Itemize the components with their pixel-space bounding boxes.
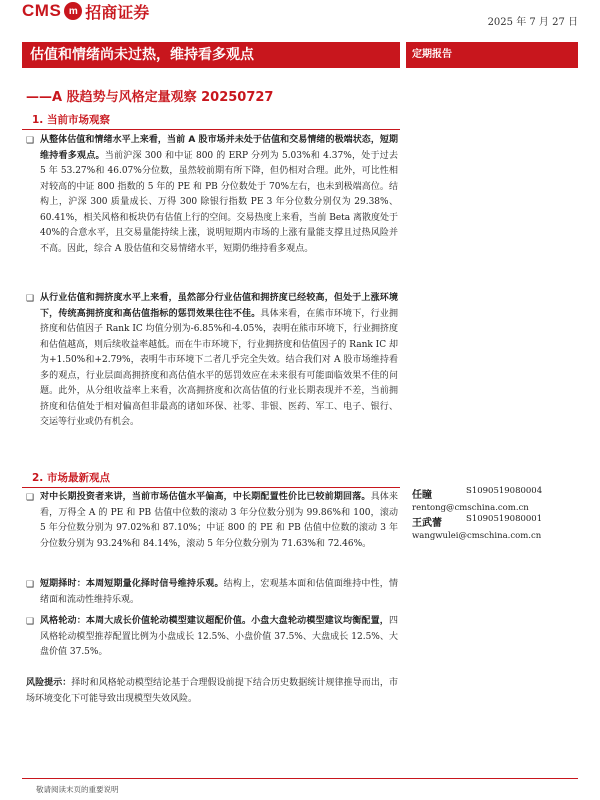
footer-divider [22, 778, 578, 779]
author-name: 王武蕾 [412, 518, 442, 529]
risk-warning [26, 676, 398, 707]
paragraph [26, 577, 398, 608]
report-type-label: 定期报告 [406, 42, 578, 68]
author-email[interactable]: wangwulei@cmschina.com.cn [412, 531, 542, 541]
footer-note: 敬请阅读末页的重要说明 [36, 785, 119, 794]
paragraph [26, 614, 398, 661]
bullet-icon: ❑ [26, 617, 35, 627]
paragraph-text: 具体来看，在熊市环境下，行业拥挤度和估值因子 Rank IC 均值分别为-6.85%和-4.05%，表明在熊市环境下，行业拥挤度和估值越高，则后续收益率越低。而在牛市环境下，行业拥挤度和估值因子的 Rank IC 却为+1.50%和+2.79%，表明牛市环境下二者几乎完全失效。结合我们对 A 股市场维持看多的观点，行业层面高拥挤度和高估值水平的惩罚效应在未来很有可能面临效果不佳的问题。此外，从分组收益率上来看，次高拥挤度和次高估值的行业长期表现并不差，当前拥挤度和估值处于相对偏高但非最高的诸如环保、社零、非银、医药、军工、电子、银行、交运等行业或仍有机会。 [40, 308, 398, 427]
logo-badge-icon: m [64, 2, 82, 20]
author-id: S1090519080001 [466, 514, 543, 524]
paragraph [26, 133, 398, 257]
author-name: 任瞳 [412, 490, 432, 501]
risk-text: 择时和风格轮动模型结论基于合理假设前提下结合历史数据统计规律推导而出，市场环境变化下可能导致出现模型失效风险。 [26, 678, 398, 704]
author-block [412, 514, 541, 541]
paragraph [26, 490, 398, 552]
author-id: S1090519080004 [466, 486, 543, 496]
section-heading: 2. 市场最新观点 [22, 470, 400, 488]
paragraph-text: 结构上，宏观基本面和估值面维持中性，情绪面和流动性维持乐观。 [40, 579, 398, 605]
author-email[interactable]: rentong@cmschina.com.cn [412, 503, 529, 513]
bullet-icon: ❑ [26, 580, 35, 590]
report-title: 估值和情绪尚未过热，维持看多观点 [22, 42, 400, 68]
logo-cms-text: CMS [22, 1, 62, 20]
paragraph-text: 四风格轮动模型推荐配置比例为小盘成长 12.5%、小盘价值 37.5%、大盘成长 12.5%、大盘价值 37.5%。 [40, 616, 398, 657]
paragraph [26, 291, 398, 431]
risk-label: 风险提示： [26, 678, 72, 688]
section-heading: 1. 当前市场观察 [22, 112, 400, 130]
paragraph-lead: 从整体估值和情绪水平上来看，当前 A 股市场并未处于估值和交易情绪的极端状态，短期维持看多观点。 [40, 135, 398, 161]
paragraph-text: 当前沪深 300 和中证 800 的 ERP 分列为 5.03%和 4.37%，处于过去 5 年 53.27%和 46.07%分位数，虽然较前期有所下降，但仍相对合理。此外，可比性相对较高的中证 800 指数的 5 年的 PE 和 PB 分位数处于 70%左右，也未到极端高位。结构上，沪深 300 质量成长、万得 300 除银行指数 PE 3 年分位数分别仅为 29.38%、60.41%，相关风格和板块仍有估值上行的空间。交易热度上来看，当前 Beta 离散度处于 40%的合意水平，且交易量能持续上涨，说明短期内市场的上涨有量能支撑且过热风险并不高。因此，综合 A 股估值和交易情绪水平，短期仍维持看多观点。 [40, 150, 398, 254]
report-subtitle: ——A 股趋势与风格定量观察 20250727 [26, 90, 274, 105]
logo-chinese-text: 招商证券 [85, 2, 150, 22]
report-date: 2025 年 7 月 27 日 [487, 17, 578, 28]
paragraph-lead: 从行业估值和拥挤度水平上来看，虽然部分行业估值和拥挤度已经较高，但处于上涨环境下，传统高拥挤度和高估值指标的惩罚效果往往不佳。 [40, 293, 398, 319]
paragraph-lead: 对中长期投资者来讲，当前市场估值水平偏高，中长期配置性价比已较前期回落。 [40, 492, 371, 502]
company-logo [22, 0, 149, 22]
paragraph-text: 具体来看，万得全 A 的 PE 和 PB 估值中位数的滚动 3 年分位数分别为 99.86%和 100，滚动 5 年分位数分别为 97.02%和 87.10%；中证 800 的 PE 和 PB 估值中位数的滚动 3 年分位数分别为 93.24%和 84.14%，滚动 5 年分位数分别为 71.63%和 72.46%。 [40, 492, 398, 549]
author-block [412, 486, 543, 513]
bullet-icon: ❑ [26, 136, 35, 146]
paragraph-lead: 短期择时：本周短期量化择时信号维持乐观。 [40, 579, 224, 589]
bullet-icon: ❑ [26, 493, 35, 503]
bullet-icon: ❑ [26, 294, 35, 304]
paragraph-lead: 风格轮动：本周大成长价值轮动模型建议超配价值。小盘大盘轮动模型建议均衡配置， [40, 616, 389, 626]
